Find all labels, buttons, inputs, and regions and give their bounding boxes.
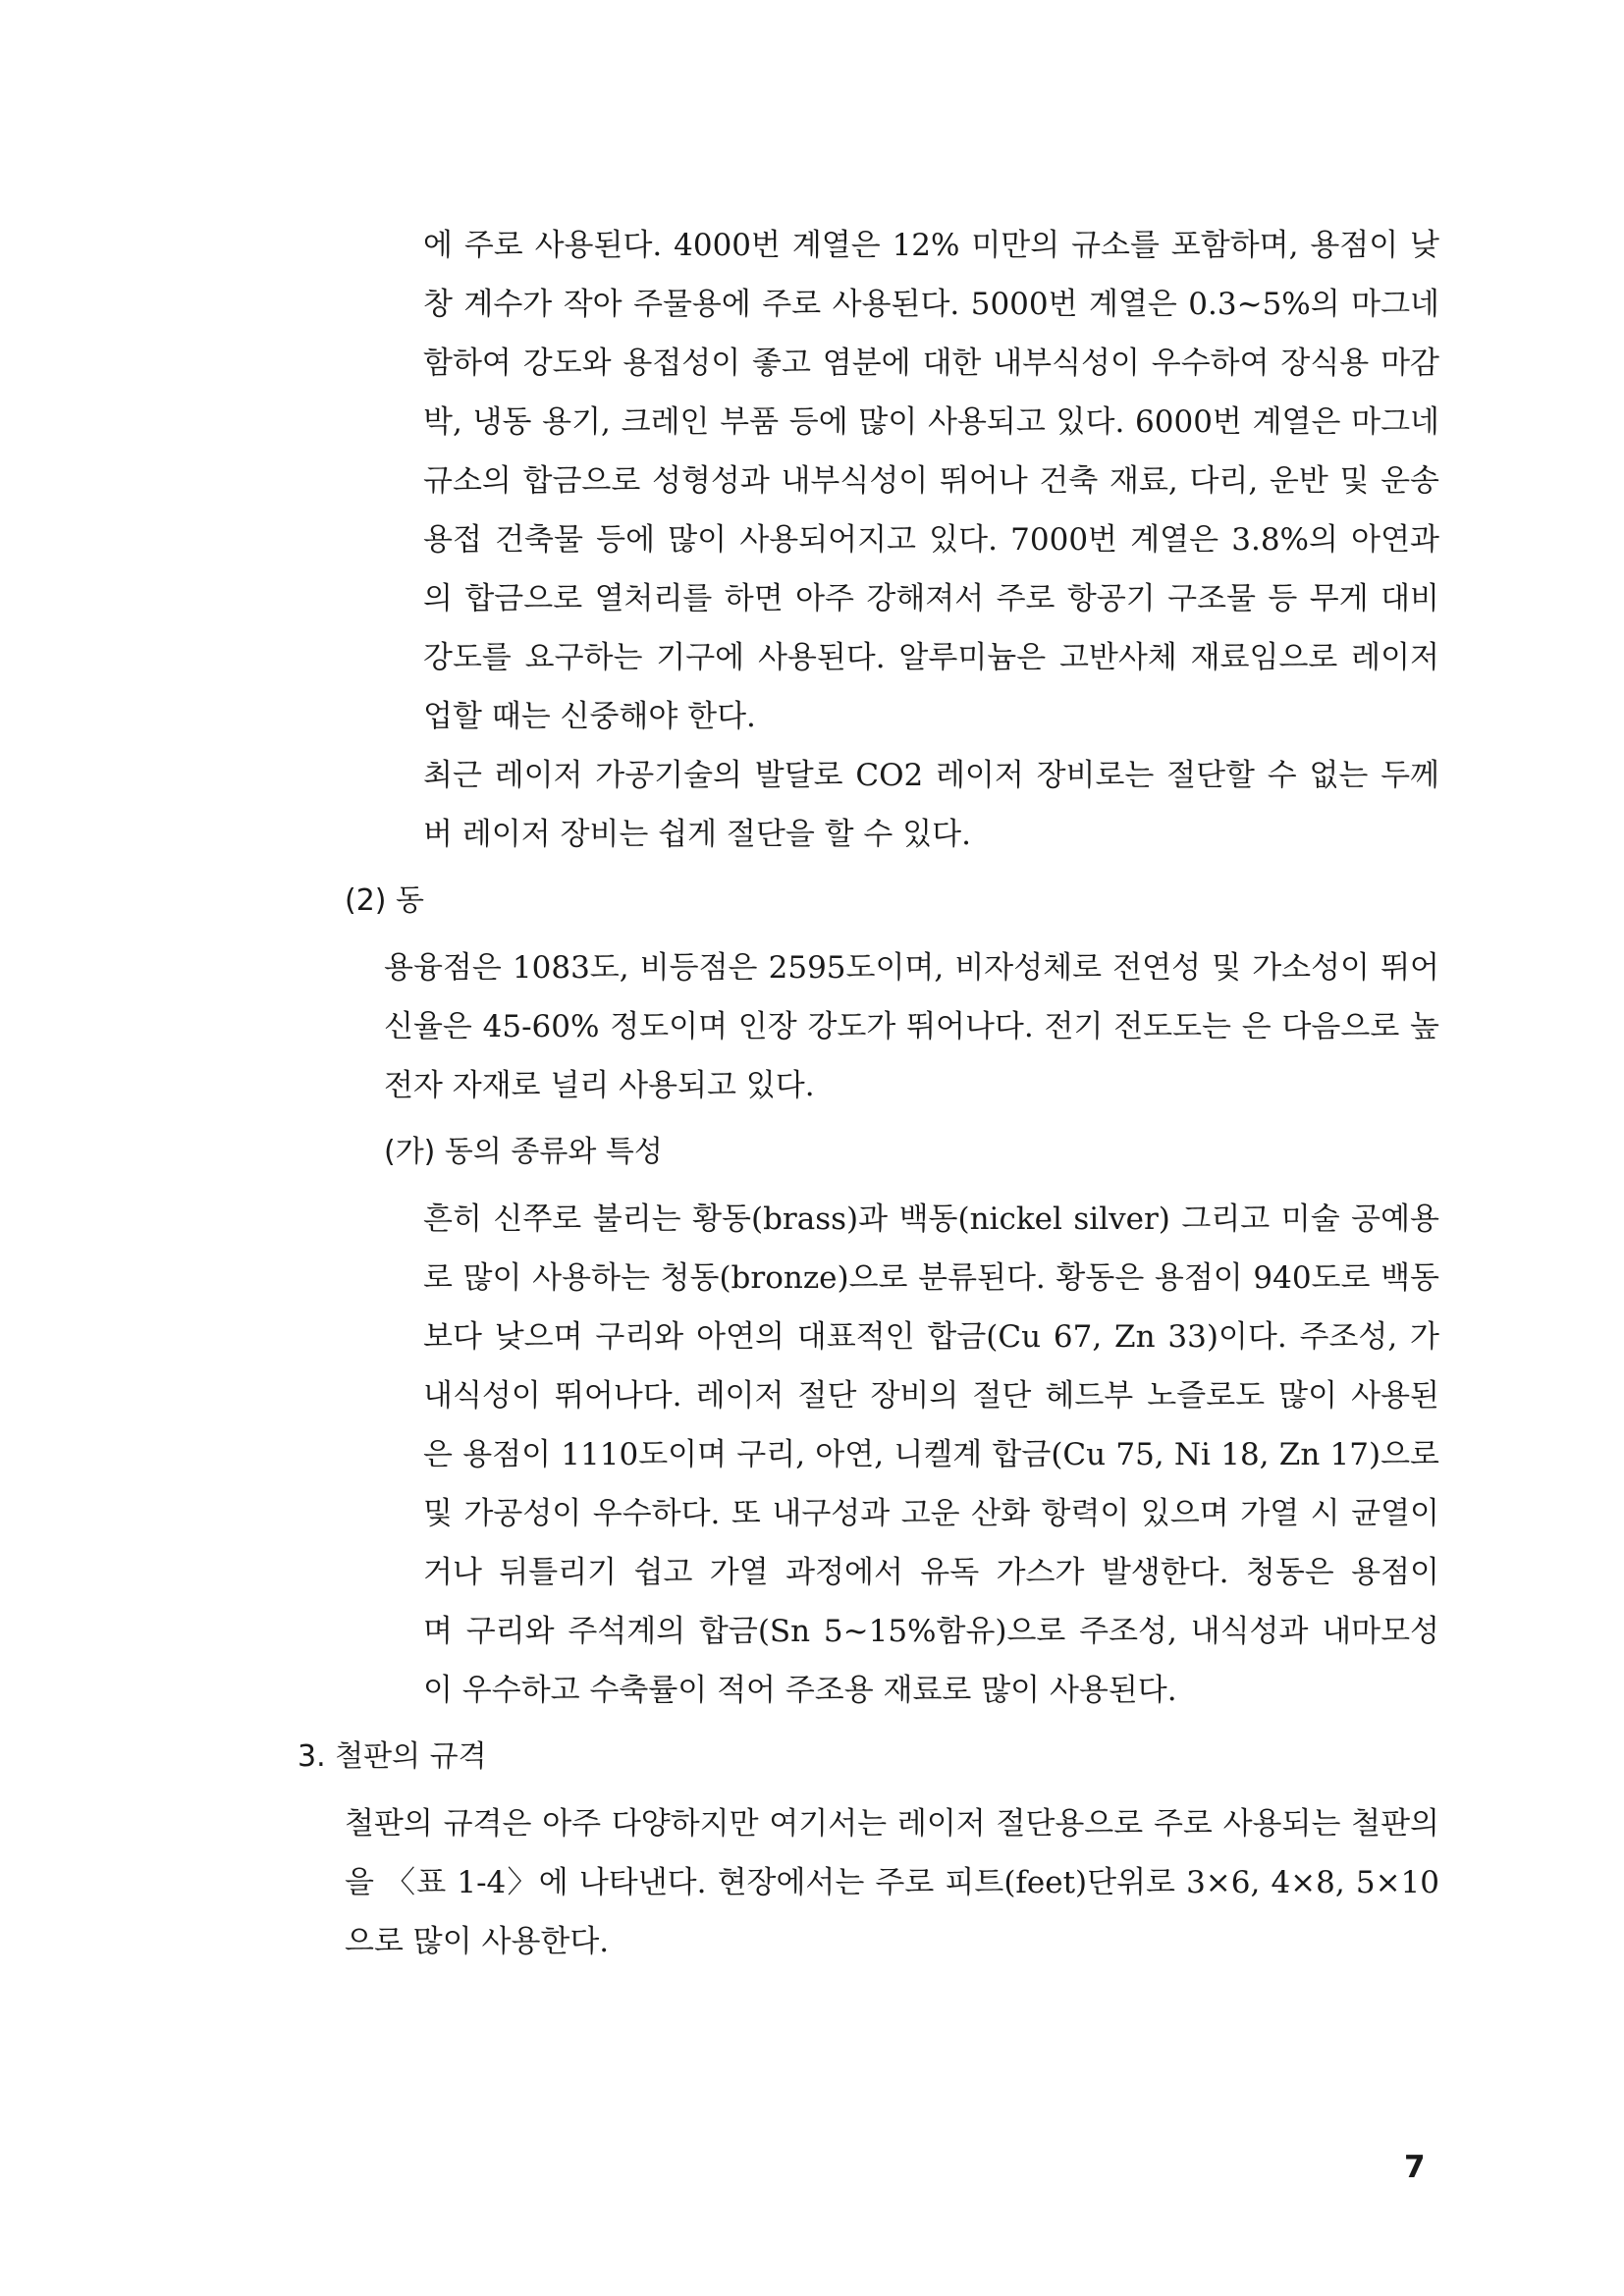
text-line: 최근 레이저 가공기술의 발달로 CO2 레이저 장비로는 절단할 수 없는 두께 (423, 758, 1439, 793)
text-line: 신율은 45-60% 정도이며 인장 강도가 뛰어나다. 전기 전도도는 은 다음으로 높 (384, 1009, 1439, 1044)
page-number: 7 (1404, 2150, 1426, 2185)
text-line: 이 우수하고 수축률이 적어 주조용 재료로 많이 사용된다. (423, 1673, 1177, 1708)
text-line: 함하여 강도와 용접성이 좋고 염분에 대한 내부식성이 우수하여 장식용 마감 (423, 346, 1439, 381)
text-line: 및 가공성이 우수하다. 또 내구성과 고운 산화 항력이 있으며 가열 시 균열이 (423, 1496, 1439, 1531)
text-line: 용접 건축물 등에 많이 사용되어지고 있다. 7000번 계열은 3.8%의 아연과 (423, 522, 1439, 558)
text-line: 의 합금으로 열처리를 하면 아주 강해져서 주로 항공기 구조물 등 무게 대비 (423, 581, 1439, 616)
text-line: 업할 때는 신중해야 한다. (423, 699, 756, 734)
text-line: 전자 자재로 널리 사용되고 있다. (384, 1068, 815, 1103)
text-line: 으로 많이 사용한다. (345, 1924, 610, 1959)
text-line: 을 〈표 1-4〉에 나타낸다. 현장에서는 주로 피트(feet)단위로 3×6, 4×8, 5×10 (345, 1865, 1439, 1900)
text-line: 거나 뒤틀리기 쉽고 가열 과정에서 유독 가스가 발생한다. 청동은 용점이 (423, 1555, 1439, 1590)
text-line: 보다 낮으며 구리와 아연의 대표적인 합금(Cu 67, Zn 33)이다. 주조성, 가 (423, 1319, 1439, 1355)
section-heading-steel-plate: 3. 철판의 규격 (298, 1739, 487, 1774)
text-line: 에 주로 사용된다. 4000번 계열은 12% 미만의 규소를 포함하며, 용점이 낮 (423, 228, 1439, 263)
text-line: 로 많이 사용하는 청동(bronze)으로 분류된다. 황동은 용점이 940도로 백동 (423, 1260, 1439, 1296)
text-line: 은 용점이 1110도이며 구리, 아연, 니켈계 합금(Cu 75, Ni 18, Zn 17)으로 (423, 1437, 1439, 1472)
text-line: 내식성이 뛰어나다. 레이저 절단 장비의 절단 헤드부 노즐로도 많이 사용된 (423, 1378, 1439, 1414)
text-line: 강도를 요구하는 기구에 사용된다. 알루미늄은 고반사체 재료임으로 레이저 (423, 640, 1439, 675)
text-line: 박, 냉동 용기, 크레인 부품 등에 많이 사용되고 있다. 6000번 계열은 마그네 (423, 404, 1439, 440)
text-line: 버 레이저 장비는 쉽게 절단을 할 수 있다. (423, 817, 971, 852)
text-line: 철판의 규격은 아주 다양하지만 여기서는 레이저 절단용으로 주로 사용되는 철판의 (345, 1806, 1439, 1842)
text-line: 흔히 신쭈로 불리는 황동(brass)과 백동(nickel silver) 그리고 미술 공예용 (423, 1201, 1439, 1237)
text-line: 창 계수가 작아 주물용에 주로 사용된다. 5000번 계열은 0.3~5%의 마그네 (423, 287, 1439, 322)
text-line: 규소의 합금으로 성형성과 내부식성이 뛰어나 건축 재료, 다리, 운반 및 운송 (423, 463, 1439, 499)
subsection-heading-copper-types: (가) 동의 종류와 특성 (384, 1135, 663, 1169)
text-line: 용융점은 1083도, 비등점은 2595도이며, 비자성체로 전연성 및 가소성이 뛰어 (384, 950, 1439, 986)
section-heading-copper: (2) 동 (345, 883, 425, 918)
text-line: 며 구리와 주석계의 합금(Sn 5~15%함유)으로 주조성, 내식성과 내마모성 (423, 1614, 1439, 1649)
